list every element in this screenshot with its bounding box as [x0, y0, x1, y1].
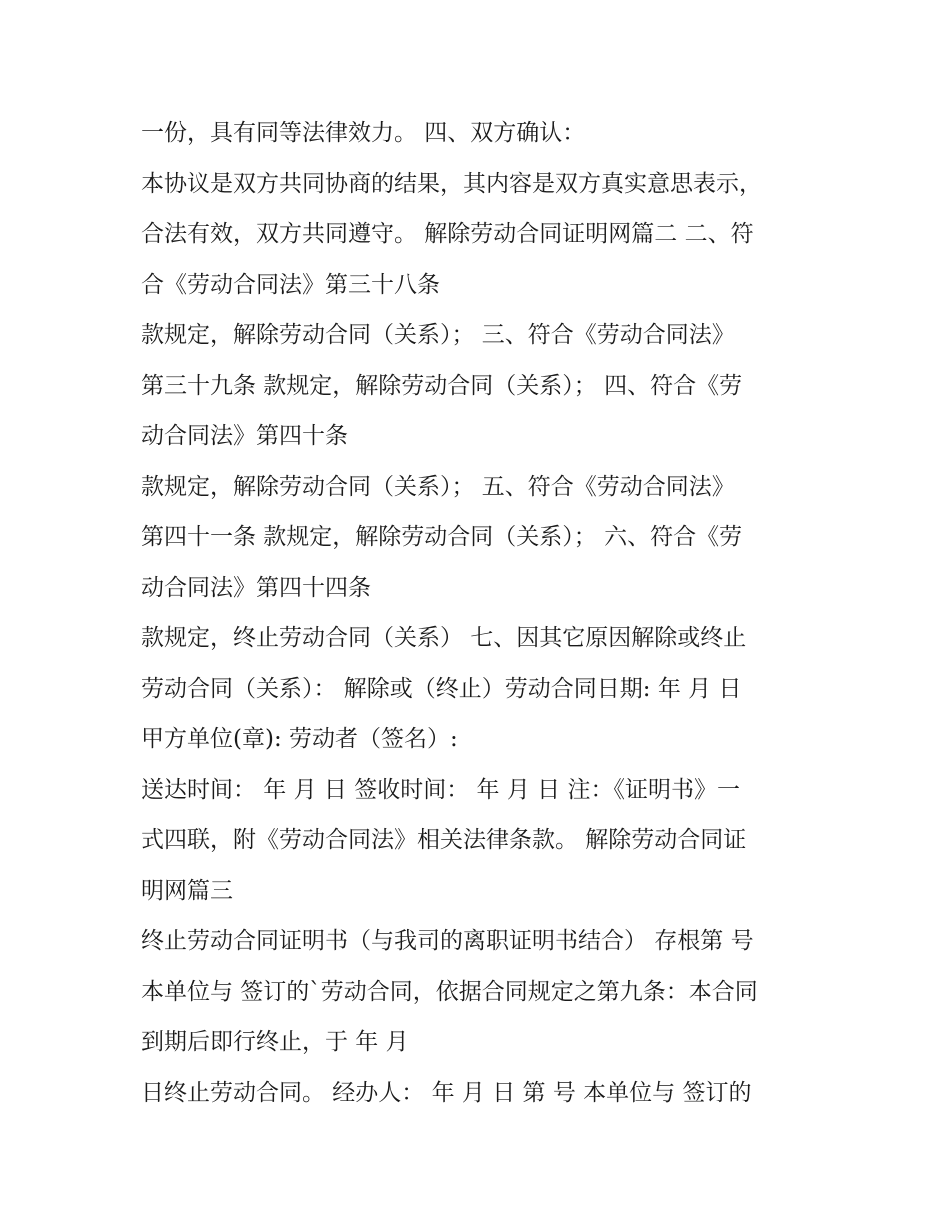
text-line-19: 到期后即行终止，于 年 月	[141, 1029, 409, 1055]
text-line-6: 第三十九条 款规定，解除劳动合同（关系）； 四、符合《劳	[141, 372, 743, 399]
text-line-12: 劳动合同（关系）： 解除或（终止）劳动合同日期: 年 月 日	[141, 675, 742, 702]
text-line-9: 第四十一条 款规定，解除劳动合同（关系）； 六、符合《劳	[141, 524, 743, 550]
text-line-13: 甲方单位(章): 劳动者（签名）:	[141, 726, 458, 752]
text-line-17: 终止劳动合同证明书（与我司的离职证明书结合） 存根第 号	[141, 928, 754, 954]
text-line-1: 一份，具有同等法律效力。 四、双方确认：	[141, 120, 586, 146]
text-line-4: 合《劳动合同法》第三十八条	[141, 271, 440, 298]
text-line-3: 合法有效，双方共同遵守。 解除劳动合同证明网篇二 二、符	[141, 221, 754, 247]
text-line-10: 动合同法》第四十四条	[141, 574, 371, 601]
text-line-20: 日终止劳动合同。 经办人： 年 月 日 第 号 本单位与 签订的	[141, 1079, 752, 1106]
text-line-5: 款规定，解除劳动合同（关系）； 三、符合《劳动合同法》	[141, 322, 735, 348]
text-line-11: 款规定，终止劳动合同（关系） 七、因其它原因解除或终止	[141, 625, 747, 651]
document-body	[141, 108, 821, 1118]
text-line-18: 本单位与 签订的`劳动合同，依据合同规定之第九条：本合同	[141, 978, 758, 1005]
text-line-2: 本协议是双方共同协商的结果，其内容是双方真实意思表示，	[141, 170, 762, 197]
text-line-14: 送达时间： 年 月 日 签收时间： 年 月 日 注：《证明书》一	[141, 776, 740, 803]
text-line-15: 式四联，附《劳动合同法》相关法律条款。 解除劳动合同证	[141, 827, 747, 853]
text-line-7: 动合同法》第四十条	[141, 423, 348, 449]
text-line-16: 明网篇三	[141, 877, 233, 904]
text-line-8: 款规定，解除劳动合同（关系）； 五、符合《劳动合同法》	[141, 473, 735, 500]
